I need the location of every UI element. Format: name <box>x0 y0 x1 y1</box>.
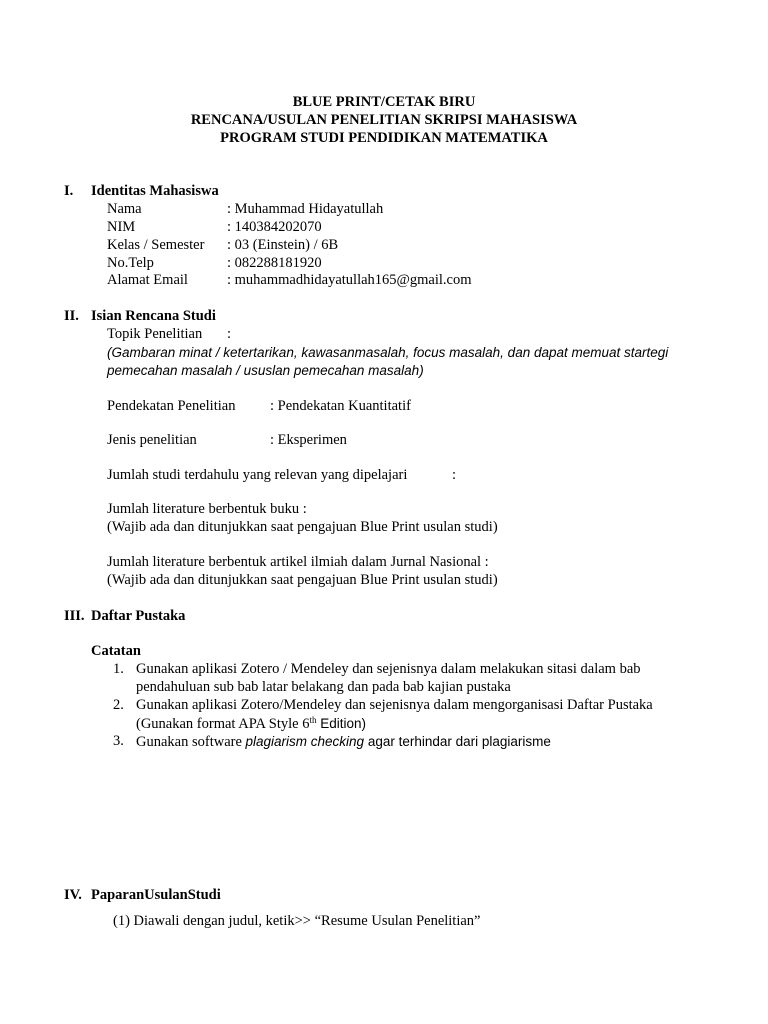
paparan-item-1: (1) Diawali dengan judul, ketik>> “Resume Usulan Penelitian” <box>113 913 481 929</box>
section2-number: II. <box>64 308 79 324</box>
section3-number: III. <box>64 608 85 624</box>
catatan-item-1-number: 1. <box>113 661 124 677</box>
studi-terdahulu-colon: : <box>452 467 457 483</box>
literature-buku-label: Jumlah literature berbentuk buku : <box>107 501 307 517</box>
doc-title-line3: PROGRAM STUDI PENDIDIKAN MATEMATIKA <box>220 130 548 146</box>
plagiarism-rest-text: agar terhindar dari plagiarisme <box>364 734 551 749</box>
jenis-label: Jenis penelitian <box>107 432 197 448</box>
catatan-item-2-line2 <box>136 715 366 734</box>
section3-title: Daftar Pustaka <box>91 608 186 624</box>
section4-number: IV. <box>64 887 82 903</box>
software-text: Gunakan software <box>136 734 246 750</box>
topik-note-line1: (Gambaran minat / ketertarikan, kawasanmasalah, focus masalah, dan dapat memuat startegi <box>107 345 669 360</box>
identity-value-nama: : Muhammad Hidayatullah <box>227 201 384 217</box>
catatan-item-3-line <box>136 733 551 752</box>
identity-value-nim: : 140384202070 <box>227 219 322 235</box>
pendekatan-value: : Pendekatan Kuantitatif <box>270 398 411 414</box>
identity-value-kelas: : 03 (Einstein) / 6B <box>227 237 339 253</box>
catatan-item-1-line2: pendahuluan sub bab latar belakang dan pada bab kajian pustaka <box>136 679 511 695</box>
identity-label-nim: NIM <box>107 219 136 235</box>
catatan-item-3-number: 3. <box>113 733 124 749</box>
section2-title: Isian Rencana Studi <box>91 308 216 324</box>
apa-style-text: (Gunakan format APA Style 6 <box>136 716 310 732</box>
doc-title-line1: BLUE PRINT/CETAK BIRU <box>292 94 476 110</box>
catatan-title: Catatan <box>91 643 141 659</box>
catatan-item-1-line1: Gunakan aplikasi Zotero / Mendeley dan sejenisnya dalam melakukan sitasi dalam bab <box>136 661 641 677</box>
ordinal-superscript: th <box>309 715 317 725</box>
topik-note-line2: pemecahan masalah / ususlan pemecahan masalah) <box>107 363 424 378</box>
plagiarism-checking-text: plagiarism checking <box>245 734 365 749</box>
section1-title: Identitas Mahasiswa <box>91 183 219 199</box>
topik-colon: : <box>227 326 232 342</box>
doc-title-line2: RENCANA/USULAN PENELITIAN SKRIPSI MAHASISWA <box>190 112 578 128</box>
identity-value-telp: : 082288181920 <box>227 255 322 271</box>
identity-label-email: Alamat Email <box>107 272 188 288</box>
section4-title: PaparanUsulanStudi <box>91 887 221 903</box>
identity-label-telp: No.Telp <box>107 255 154 271</box>
identity-label-nama: Nama <box>107 201 142 217</box>
edition-text: Edition) <box>316 716 367 731</box>
identity-label-kelas: Kelas / Semester <box>107 237 205 253</box>
literature-buku-note: (Wajib ada dan ditunjukkan saat pengajuan Blue Print usulan studi) <box>107 519 498 535</box>
pendekatan-label: Pendekatan Penelitian <box>107 398 236 414</box>
studi-terdahulu-label: Jumlah studi terdahulu yang relevan yang dipelajari <box>107 467 408 483</box>
identity-value-email: : muhammadhidayatullah165@gmail.com <box>227 272 472 288</box>
topik-label: Topik Penelitian <box>107 326 203 342</box>
literature-jurnal-label: Jumlah literature berbentuk artikel ilmiah dalam Jurnal Nasional : <box>107 554 489 570</box>
catatan-item-2-line1: Gunakan aplikasi Zotero/Mendeley dan sejenisnya dalam mengorganisasi Daftar Pustaka <box>136 697 653 713</box>
literature-jurnal-note: (Wajib ada dan ditunjukkan saat pengajuan Blue Print usulan studi) <box>107 572 498 588</box>
section1-number: I. <box>64 183 74 199</box>
catatan-item-2-number: 2. <box>113 697 124 713</box>
jenis-value: : Eksperimen <box>270 432 347 448</box>
